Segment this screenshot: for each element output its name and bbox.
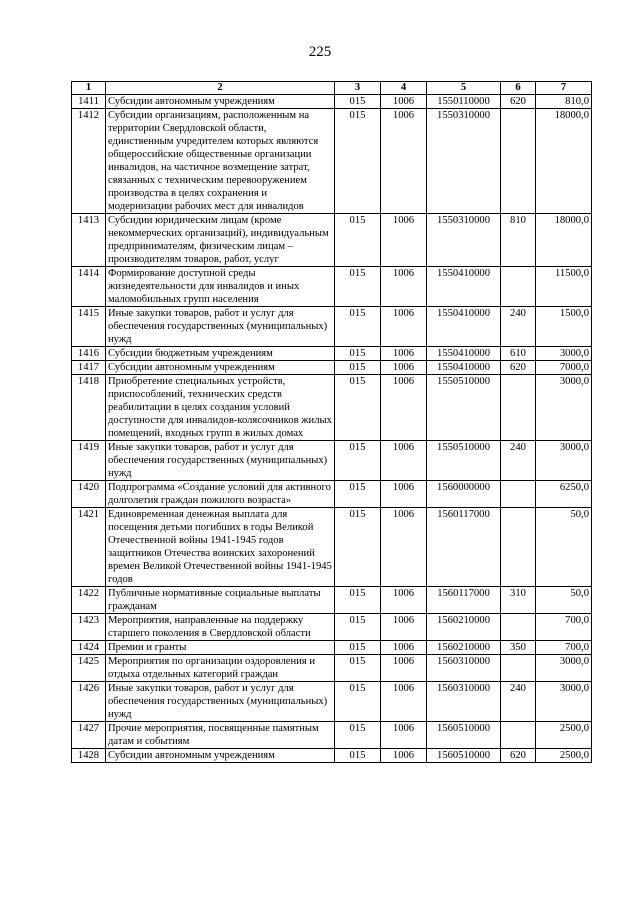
table-row (72, 95, 592, 109)
row-section-code: 1006 (381, 655, 427, 682)
row-target-code: 1550310000 (427, 214, 501, 267)
table-row (72, 508, 592, 587)
row-target-code: 1560117000 (427, 508, 501, 587)
table-row (72, 682, 592, 722)
row-target-code: 1550510000 (427, 375, 501, 441)
row-name: Премии и гранты (106, 641, 335, 655)
row-name: Формирование доступной среды жизнедеятельности для инвалидов и иных маломобильных групп населения (106, 267, 335, 307)
row-name: Субсидии автономным учреждениям (106, 95, 335, 109)
row-number: 1416 (72, 347, 106, 361)
row-name: Субсидии юридическим лицам (кроме некоммерческих организаций), индивидуальным предпринимателям, физическим лицам – производителям товаров, работ, услуг (106, 214, 335, 267)
row-target-code: 1550110000 (427, 95, 501, 109)
row-section-code: 1006 (381, 587, 427, 614)
column-header-2: 2 (106, 82, 335, 95)
row-name: Субсидии автономным учреждениям (106, 749, 335, 763)
row-amount: 3000,0 (536, 441, 592, 481)
table-row (72, 641, 592, 655)
row-target-code: 1560210000 (427, 614, 501, 641)
budget-table (71, 81, 592, 763)
row-name: Субсидии бюджетным учреждениям (106, 347, 335, 361)
row-name: Иные закупки товаров, работ и услуг для обеспечения государственных (муниципальных) нужд (106, 441, 335, 481)
row-number: 1415 (72, 307, 106, 347)
row-number: 1412 (72, 109, 106, 214)
row-section-code: 1006 (381, 109, 427, 214)
column-header-4: 4 (381, 82, 427, 95)
row-section-code: 1006 (381, 508, 427, 587)
row-amount: 3000,0 (536, 682, 592, 722)
row-expense-type: 310 (501, 587, 536, 614)
row-amount: 50,0 (536, 587, 592, 614)
row-expense-type (501, 655, 536, 682)
row-section-code: 1006 (381, 267, 427, 307)
row-target-code: 1550410000 (427, 347, 501, 361)
row-number: 1413 (72, 214, 106, 267)
row-amount: 2500,0 (536, 722, 592, 749)
row-section-code: 1006 (381, 682, 427, 722)
row-expense-type (501, 614, 536, 641)
row-number: 1424 (72, 641, 106, 655)
row-ministry-code: 015 (335, 682, 381, 722)
row-expense-type: 240 (501, 307, 536, 347)
row-amount: 3000,0 (536, 375, 592, 441)
row-expense-type: 350 (501, 641, 536, 655)
row-expense-type: 610 (501, 347, 536, 361)
row-number: 1420 (72, 481, 106, 508)
table-row (72, 655, 592, 682)
row-target-code: 1560310000 (427, 682, 501, 722)
row-amount: 700,0 (536, 614, 592, 641)
row-expense-type (501, 267, 536, 307)
row-section-code: 1006 (381, 441, 427, 481)
table-row (72, 307, 592, 347)
row-target-code: 1550410000 (427, 361, 501, 375)
row-ministry-code: 015 (335, 749, 381, 763)
row-target-code: 1560310000 (427, 655, 501, 682)
table-row (72, 267, 592, 307)
row-number: 1411 (72, 95, 106, 109)
row-number: 1419 (72, 441, 106, 481)
row-amount: 18000,0 (536, 109, 592, 214)
row-expense-type: 240 (501, 441, 536, 481)
row-section-code: 1006 (381, 347, 427, 361)
row-expense-type (501, 508, 536, 587)
row-amount: 6250,0 (536, 481, 592, 508)
row-number: 1423 (72, 614, 106, 641)
table-row (72, 347, 592, 361)
row-section-code: 1006 (381, 722, 427, 749)
row-name: Приобретение специальных устройств, приспособлений, технических средств реабилитации в целях создания условий доступности для инвалидов-колясочников жилых помещений, входных групп в жилых домах (106, 375, 335, 441)
row-number: 1422 (72, 587, 106, 614)
table-row (72, 587, 592, 614)
column-header-5: 5 (427, 82, 501, 95)
table-row (72, 375, 592, 441)
row-amount: 1500,0 (536, 307, 592, 347)
row-amount: 700,0 (536, 641, 592, 655)
row-expense-type: 620 (501, 361, 536, 375)
row-expense-type (501, 375, 536, 441)
row-section-code: 1006 (381, 95, 427, 109)
row-name: Прочие мероприятия, посвященные памятным датам и событиям (106, 722, 335, 749)
row-expense-type: 620 (501, 749, 536, 763)
row-ministry-code: 015 (335, 441, 381, 481)
table-row (72, 481, 592, 508)
table-header-row (72, 82, 592, 95)
column-header-6: 6 (501, 82, 536, 95)
row-amount: 3000,0 (536, 655, 592, 682)
row-name: Единовременная денежная выплата для посещения детьми погибших в годы Великой Отечественной войны 1941-1945 годов защитников Отечества воинских захоронений времен Великой Отечественной войны 1941-1945 годов (106, 508, 335, 587)
table-body (72, 95, 592, 763)
row-number: 1421 (72, 508, 106, 587)
row-ministry-code: 015 (335, 655, 381, 682)
row-name: Подпрограмма «Создание условий для активного долголетия граждан пожилого возраста» (106, 481, 335, 508)
column-header-1: 1 (72, 82, 106, 95)
row-name: Мероприятия, направленные на поддержку старшего поколения в Свердловской области (106, 614, 335, 641)
row-name: Публичные нормативные социальные выплаты гражданам (106, 587, 335, 614)
row-section-code: 1006 (381, 481, 427, 508)
row-name: Субсидии автономным учреждениям (106, 361, 335, 375)
row-ministry-code: 015 (335, 95, 381, 109)
row-target-code: 1550310000 (427, 109, 501, 214)
row-expense-type (501, 109, 536, 214)
row-amount: 3000,0 (536, 347, 592, 361)
row-target-code: 1560117000 (427, 587, 501, 614)
row-section-code: 1006 (381, 614, 427, 641)
row-target-code: 1550410000 (427, 267, 501, 307)
row-ministry-code: 015 (335, 722, 381, 749)
row-name: Иные закупки товаров, работ и услуг для обеспечения государственных (муниципальных) нужд (106, 682, 335, 722)
table-row (72, 614, 592, 641)
row-ministry-code: 015 (335, 481, 381, 508)
page-number: 225 (308, 44, 332, 60)
row-section-code: 1006 (381, 375, 427, 441)
row-number: 1414 (72, 267, 106, 307)
row-target-code: 1560510000 (427, 722, 501, 749)
row-ministry-code: 015 (335, 347, 381, 361)
row-target-code: 1550410000 (427, 307, 501, 347)
row-expense-type: 240 (501, 682, 536, 722)
row-section-code: 1006 (381, 214, 427, 267)
row-expense-type: 620 (501, 95, 536, 109)
row-section-code: 1006 (381, 307, 427, 347)
row-section-code: 1006 (381, 361, 427, 375)
row-expense-type (501, 481, 536, 508)
table-row (72, 722, 592, 749)
row-ministry-code: 015 (335, 267, 381, 307)
table-row (72, 214, 592, 267)
row-ministry-code: 015 (335, 375, 381, 441)
column-header-7: 7 (536, 82, 592, 95)
table-row (72, 441, 592, 481)
row-amount: 11500,0 (536, 267, 592, 307)
row-amount: 810,0 (536, 95, 592, 109)
table-row (72, 749, 592, 763)
row-number: 1427 (72, 722, 106, 749)
row-ministry-code: 015 (335, 587, 381, 614)
row-section-code: 1006 (381, 641, 427, 655)
row-ministry-code: 015 (335, 641, 381, 655)
row-number: 1428 (72, 749, 106, 763)
row-ministry-code: 015 (335, 361, 381, 375)
row-ministry-code: 015 (335, 109, 381, 214)
table-row (72, 109, 592, 214)
row-name: Мероприятия по организации оздоровления и отдыха отдельных категорий граждан (106, 655, 335, 682)
row-name: Иные закупки товаров, работ и услуг для обеспечения государственных (муниципальных) нужд (106, 307, 335, 347)
row-number: 1418 (72, 375, 106, 441)
column-header-3: 3 (335, 82, 381, 95)
row-ministry-code: 015 (335, 508, 381, 587)
row-ministry-code: 015 (335, 614, 381, 641)
row-name: Субсидии организациям, расположенным на территории Свердловской области, единственным учредителем которых являются общероссийские общественные организации инвалидов, на частичное возмещение затрат, связанных с техническим перевооружением производства в целях сохранения и модернизации рабочих мест для инвалидов (106, 109, 335, 214)
row-number: 1426 (72, 682, 106, 722)
row-ministry-code: 015 (335, 214, 381, 267)
row-target-code: 1560210000 (427, 641, 501, 655)
row-target-code: 1560510000 (427, 749, 501, 763)
row-amount: 2500,0 (536, 749, 592, 763)
row-ministry-code: 015 (335, 307, 381, 347)
row-number: 1417 (72, 361, 106, 375)
row-target-code: 1550510000 (427, 441, 501, 481)
row-expense-type: 810 (501, 214, 536, 267)
row-target-code: 1560000000 (427, 481, 501, 508)
row-number: 1425 (72, 655, 106, 682)
row-amount: 50,0 (536, 508, 592, 587)
table-row (72, 361, 592, 375)
row-expense-type (501, 722, 536, 749)
row-section-code: 1006 (381, 749, 427, 763)
row-amount: 7000,0 (536, 361, 592, 375)
row-amount: 18000,0 (536, 214, 592, 267)
